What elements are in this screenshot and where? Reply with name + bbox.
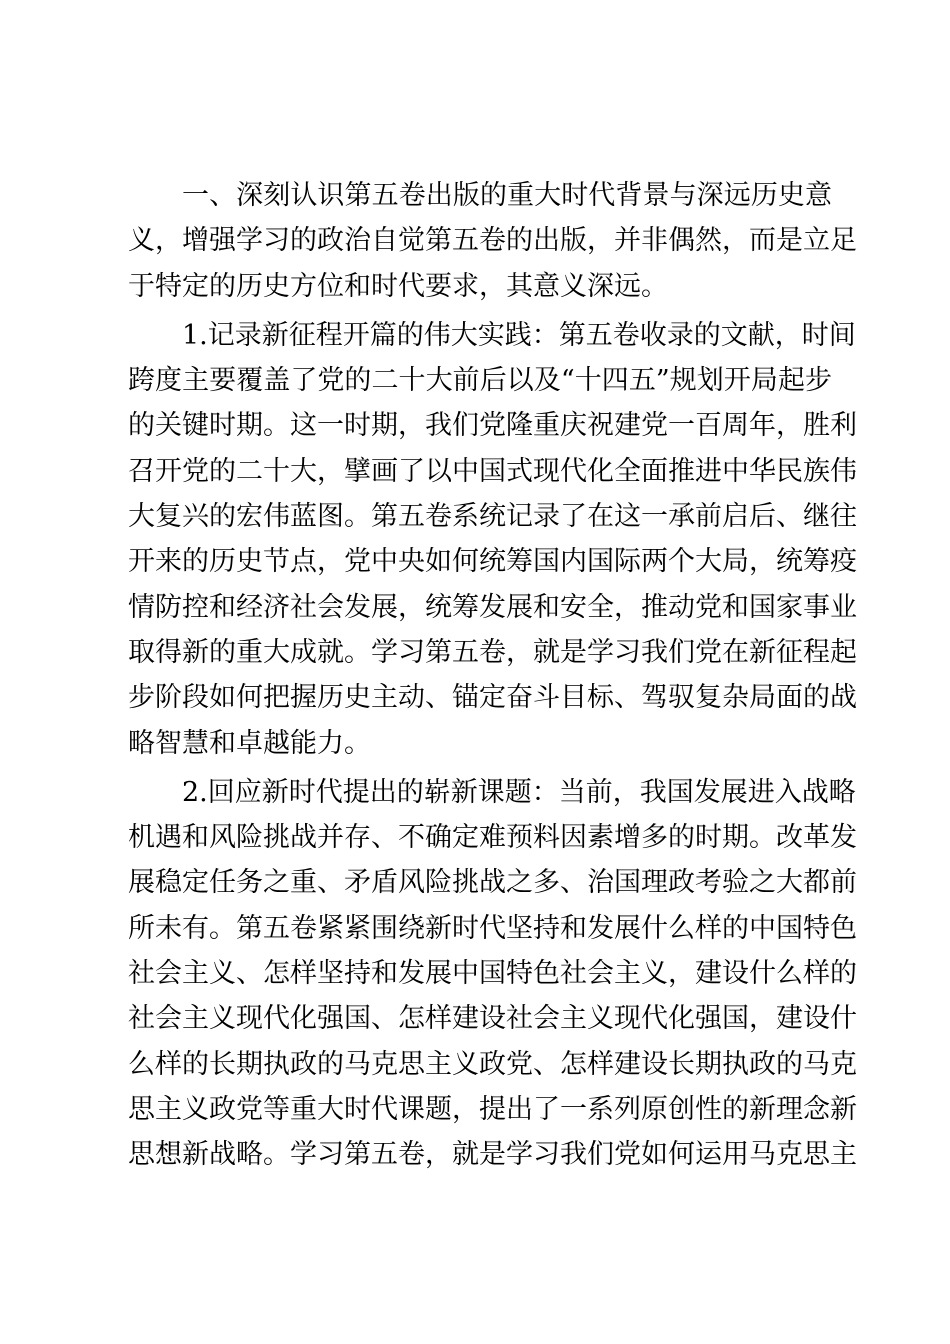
text-line: 社会主义、怎样坚持和发展中国特色社会主义，建设什么样的 (128, 958, 857, 990)
text-line: 的关键时期。这一时期，我们党隆重庆祝建党一百周年，胜利 (128, 410, 857, 442)
text-line: 一、深刻认识第五卷出版的重大时代背景与深远历史意 (182, 180, 832, 211)
text-line: 情防控和经济社会发展，统筹发展和安全，推动党和国家事业 (128, 591, 857, 623)
document-body (128, 173, 857, 1182)
text-line: 召开党的二十大，擘画了以中国式现代化全面推进中华民族伟 (128, 455, 857, 487)
paragraph-3 (128, 770, 857, 1178)
text-line: 思想新战略。学习第五卷，就是学习我们党如何运用马克思主 (128, 1139, 857, 1171)
text-line: 开来的历史节点，党中央如何统筹国内国际两个大局，统筹疫 (128, 546, 857, 578)
text-line: 机遇和风险挑战并存、不确定难预料因素增多的时期。改革发 (128, 822, 857, 854)
text-line: 2.回应新时代提出的崭新课题：当前，我国发展进入战略 (182, 776, 856, 808)
text-line: 步阶段如何把握历史主动、锚定奋斗目标、驾驭复杂局面的战 (128, 682, 857, 714)
text-line: 于特定的历史方位和时代要求，其意义深远。 (128, 270, 668, 302)
text-line: 1.记录新征程开篇的伟大实践：第五卷收录的文献，时间 (182, 319, 856, 351)
text-line: 大复兴的宏伟蓝图。第五卷系统记录了在这一承前启后、继往 (128, 501, 857, 533)
text-line: 思主义政党等重大时代课题，提出了一系列原创性的新理念新 (128, 1093, 857, 1125)
paragraph-1 (128, 173, 857, 309)
text-line: 社会主义现代化强国、怎样建设社会主义现代化强国，建设什 (128, 1003, 857, 1035)
text-line: 展稳定任务之重、矛盾风险挑战之多、治国理政考验之大都前 (128, 867, 857, 899)
text-line: 义，增强学习的政治自觉第五卷的出版，并非偶然，而是立足 (128, 225, 857, 257)
text-line: 取得新的重大成就。学习第五卷，就是学习我们党在新征程起 (128, 636, 857, 668)
text-line: 所未有。第五卷紧紧围绕新时代坚持和发展什么样的中国特色 (128, 912, 857, 944)
text-line: 么样的长期执政的马克思主义政党、怎样建设长期执政的马克 (128, 1048, 857, 1080)
text-line: 略智慧和卓越能力。 (128, 727, 371, 759)
paragraph-2 (128, 313, 857, 766)
text-line: 跨度主要覆盖了党的二十大前后以及“十四五”规划开局起步 (128, 365, 832, 397)
